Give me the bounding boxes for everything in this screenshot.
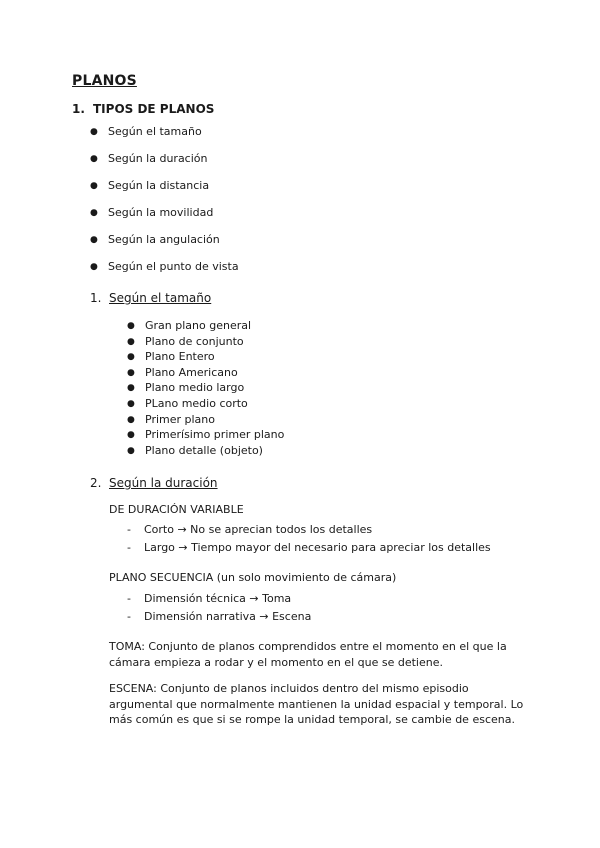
list-item: ● Según el punto de vista — [90, 260, 239, 273]
bullet-icon: ● — [127, 367, 135, 378]
list-item: ● Plano medio largo — [127, 381, 245, 395]
page-title: PLANOS — [72, 73, 137, 89]
list-item: ● Plano Americano — [127, 365, 238, 379]
subsection-heading-tamano: 1. Según el tamaño — [90, 291, 212, 305]
bullet-icon: ● — [127, 445, 135, 456]
list-item: ● Según la distancia — [90, 179, 210, 192]
bullet-icon: ● — [127, 321, 135, 331]
bullet-icon: ● — [127, 414, 135, 425]
list-item: ● Plano de conjunto — [127, 334, 244, 348]
list-item: - Largo → Tiempo mayor del necesario para apreciar los detalles — [127, 541, 491, 554]
bullet-icon: ● — [127, 430, 135, 441]
toma-definition: TOMA: Conjunto de planos comprendidos entre el momento en el que la cámara empieza a rodar y el momento en el que se detiene. — [109, 640, 507, 669]
list-item: ● Plano Entero — [127, 350, 215, 364]
tamano-list — [127, 319, 284, 459]
bullet-icon: ● — [90, 154, 98, 164]
bullet-icon: ● — [127, 383, 135, 394]
section-heading-text: TIPOS DE PLANOS — [93, 102, 215, 116]
section-heading — [72, 102, 214, 116]
list-item: ● Según el tamaño — [90, 125, 202, 138]
list-item: ● Plano detalle (objeto) — [127, 443, 263, 457]
plano-secuencia-list — [127, 592, 311, 628]
bullet-icon: ● — [127, 352, 135, 363]
bullet-icon: ● — [127, 336, 135, 347]
bullet-icon: ● — [90, 208, 98, 218]
list-item: ● Según la duración — [90, 152, 208, 165]
dash-icon: - — [127, 523, 131, 536]
list-item: ● Según la angulación — [90, 233, 220, 246]
subsection-heading-duracion: 2. Según la duración — [90, 476, 218, 490]
duracion-variable-label: DE DURACIÓN VARIABLE — [109, 503, 244, 516]
list-item: - Dimensión narrativa → Escena — [127, 610, 312, 623]
duracion-variable-list — [127, 523, 491, 559]
tipos-list — [90, 125, 239, 287]
list-item: ● Primerísimo primer plano — [127, 428, 285, 442]
dash-icon: - — [127, 610, 131, 623]
list-item: ● PLano medio corto — [127, 396, 248, 410]
list-item: - Dimensión técnica → Toma — [127, 592, 292, 605]
plano-secuencia-label: PLANO SECUENCIA (un solo movimiento de cámara) — [109, 571, 397, 584]
bullet-icon: ● — [90, 235, 98, 245]
bullet-icon: ● — [90, 127, 98, 137]
list-item: ● Según la movilidad — [90, 206, 214, 219]
list-item: - Corto → No se aprecian todos los detalles — [127, 523, 373, 536]
bullet-icon: ● — [127, 398, 135, 409]
dash-icon: - — [127, 541, 131, 554]
section-number: 1. — [72, 102, 85, 116]
list-item: ● Gran plano general — [127, 319, 252, 332]
bullet-icon: ● — [90, 181, 98, 191]
escena-definition: ESCENA: Conjunto de planos incluidos dentro del mismo episodio argumental que normalmente mantienen la unidad espacial y temporal. Lo más común es que si se rompe la unidad temporal, se cambie de escena. — [109, 682, 524, 726]
bullet-icon: ● — [90, 262, 98, 272]
list-item: ● Primer plano — [127, 412, 216, 426]
dash-icon: - — [127, 592, 131, 605]
